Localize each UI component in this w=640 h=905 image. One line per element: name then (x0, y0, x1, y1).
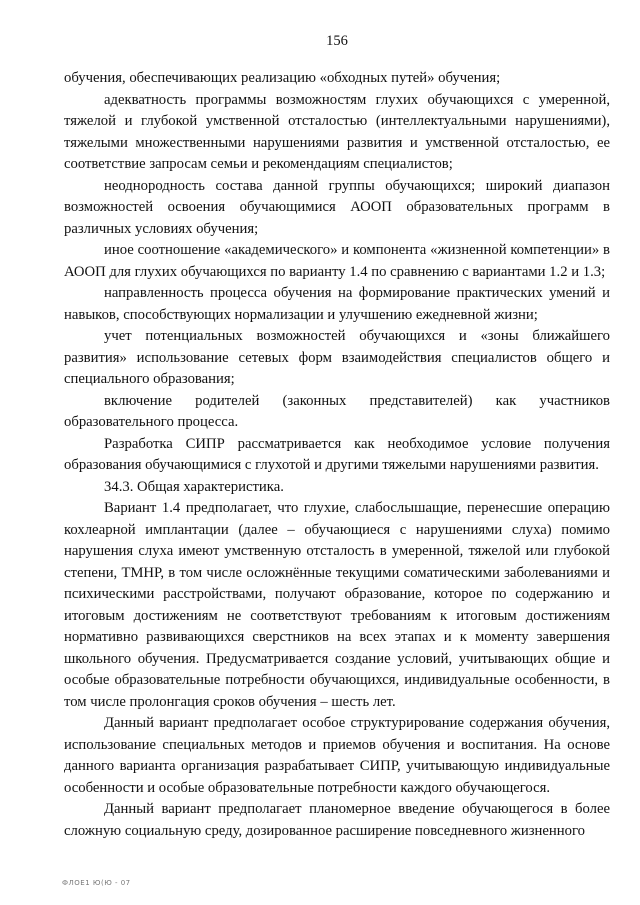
paragraph-structuring: Данный вариант предполагает особое структурирование содержания обучения, использование специальных методов и приемов обучения и воспитания. На основе данного варианта организация разрабатывает СИПР, учитывающую индивидуальные особенности и особые образовательные потребности каждого обучающегося. (64, 715, 610, 796)
list-item-heterogeneity: неоднородность состава данной группы обучающихся; широкий диапазон возможностей освоения обучающимися АООП образовательных программ в различных условиях обучения; (64, 177, 610, 237)
paragraph-sipr: Разработка СИПР рассматривается как необходимое условие получения образования обучающимися с глухотой и другими тяжелыми нарушениями развития. (64, 435, 610, 473)
list-item-parents: включение родителей (законных представителей) как участников образовательного процесса. (64, 392, 610, 430)
paragraph-social-environment: Данный вариант предполагает планомерное введение обучающегося в более сложную социальную среду, дозированное расширение повседневного жизненного (64, 801, 610, 839)
paragraph-variant-description: Вариант 1.4 предполагает, что глухие, слабослышащие, перенесшие операцию кохлеарной имплантации (далее – обучающиеся с нарушениями слуха) помимо нарушения слуха имеют умственную отсталость в умеренной, тяжелой или глубокой степени, ТМНР, в том числе осложнённые текущими соматическими заболеваниями и психическими расстройствами, получают образование, которое по содержанию и итоговым достижениям не соответствуют требованиям к итоговым достижениям нормативно развивающихся сверстников на всех этапах и к моменту завершения школьного обучения. Предусматривается создание условий, учитывающих общие и особые образовательные потребности обучающихся, индивидуальные особенности, в том числе пролонгация сроков обучения – шесть лет. (64, 500, 610, 710)
body-text (64, 68, 610, 842)
list-item-adequacy: адекватность программы возможностям глухих обучающихся с умеренной, тяжелой и глубокой умственной отсталостью (интеллектуальными нарушениями), тяжелыми множественными нарушениями развития и умственной отсталостью, ее соответствие запросам семьи и рекомендациям специалистов; (64, 91, 610, 172)
paragraph-continuation: обучения, обеспечивающих реализацию «обходных путей» обучения; (64, 70, 501, 86)
list-item-potential: учет потенциальных возможностей обучающихся и «зоны ближайшего развития» использование сетевых форм взаимодействия специалистов общего и специального образования; (64, 328, 610, 387)
section-heading: 34.3. Общая характеристика. (104, 478, 284, 495)
page-number: 156 (326, 33, 348, 49)
footer-code: ФЛОЕ1 Ю(Ю - 07 (62, 879, 131, 887)
list-item-ratio: иное соотношение «академического» и компонента «жизненной компетенции» в АООП для глухих обучающихся по варианту 1.4 по сравнению с вариантами 1.2 и 1.3; (64, 242, 610, 280)
list-item-orientation: направленность процесса обучения на формирование практических умений и навыков, способствующих нормализации и улучшению ежедневной жизни; (64, 285, 610, 323)
